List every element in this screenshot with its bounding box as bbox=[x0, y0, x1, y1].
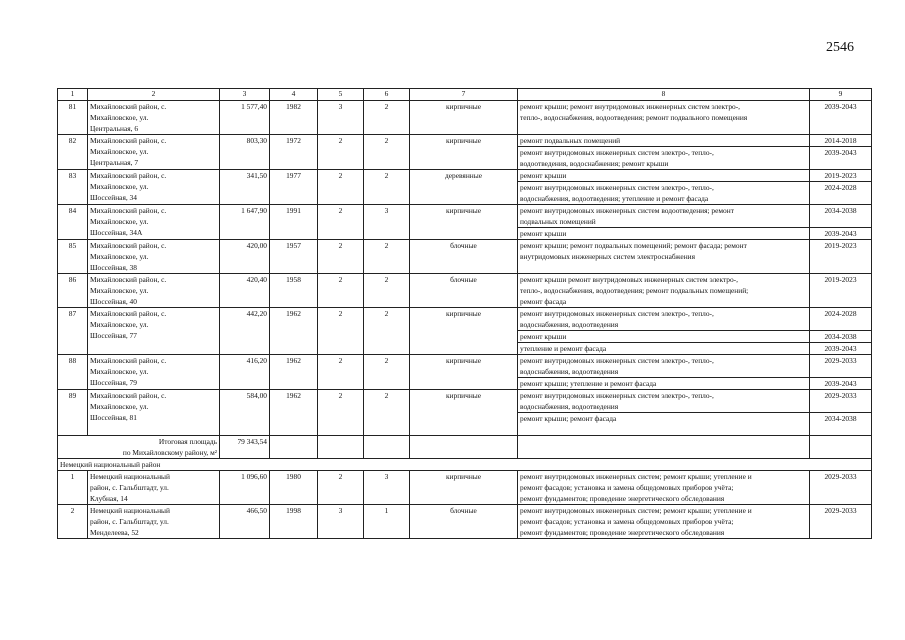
column-number: 8 bbox=[518, 89, 810, 101]
year-cell: 1957 bbox=[270, 240, 318, 274]
work-line: ремонт внутридомовых инженерных систем электро-, тепло-, bbox=[520, 183, 714, 192]
work-line: водоснабжения, водоотведения bbox=[520, 320, 619, 329]
period-cell bbox=[810, 274, 872, 308]
period-item: 2019-2023 bbox=[810, 170, 871, 182]
period-item: 2024-2028 bbox=[824, 183, 857, 192]
column-number: 2 bbox=[88, 89, 220, 101]
area-cell: 466,50 bbox=[220, 505, 270, 539]
work-line: водоснабжения, водоотведения bbox=[520, 367, 619, 376]
col6-cell: 2 bbox=[364, 170, 410, 205]
period-cell bbox=[810, 205, 872, 240]
address-line: Немецкий национальный bbox=[90, 472, 170, 481]
period-item: 2029-2033 bbox=[810, 390, 871, 413]
table-row bbox=[58, 505, 872, 539]
work-item bbox=[518, 378, 809, 389]
work-line: ремонт внутридомовых инженерных систем электро-, тепло-, bbox=[520, 309, 714, 318]
col5-cell: 2 bbox=[318, 308, 364, 355]
address-line: Немецкий национальный bbox=[90, 506, 170, 515]
col5-cell: 3 bbox=[318, 101, 364, 135]
column-number: 6 bbox=[364, 89, 410, 101]
table-row bbox=[58, 240, 872, 274]
work-line: водоснабжения, водоотведения bbox=[520, 402, 619, 411]
col6-cell: 2 bbox=[364, 135, 410, 170]
work-line: тепло-, водоснабжения, водоотведения; ремонт подвального помещения bbox=[520, 113, 748, 122]
address-cell bbox=[88, 390, 220, 436]
period-item: 2039-2043 bbox=[824, 229, 857, 238]
work-line: ремонт крыши bbox=[520, 171, 567, 180]
column-number: 5 bbox=[318, 89, 364, 101]
col6-cell: 2 bbox=[364, 274, 410, 308]
address-line: Менделеева, 52 bbox=[90, 528, 139, 537]
work-item bbox=[518, 101, 809, 123]
year-cell: 1962 bbox=[270, 390, 318, 436]
work-cell bbox=[518, 135, 810, 170]
row-number-cell: 85 bbox=[58, 240, 88, 274]
table-row bbox=[58, 355, 872, 390]
period-item: 2029-2033 bbox=[824, 472, 857, 481]
total-value-cell: 79 343,54 bbox=[220, 436, 270, 459]
period-item: 2029-2033 bbox=[810, 355, 871, 378]
work-line: ремонт фасадов; установка и замена общедомовых приборов учёта; bbox=[520, 483, 734, 492]
period-item: 2029-2033 bbox=[824, 506, 857, 515]
address-line: Михайловский район, с. bbox=[90, 275, 167, 284]
table-row bbox=[58, 101, 872, 135]
area-cell: 584,00 bbox=[220, 390, 270, 436]
work-line: водоотведения, водоснабжения; ремонт крыши bbox=[520, 159, 669, 168]
empty-cell bbox=[810, 436, 872, 459]
col6-cell: 3 bbox=[364, 205, 410, 240]
material-cell: кирпичные bbox=[410, 308, 518, 355]
table-body bbox=[58, 89, 872, 539]
period-item: 2039-2043 bbox=[824, 102, 857, 111]
work-line: ремонт подвальных помещений bbox=[520, 136, 621, 145]
column-number: 9 bbox=[810, 89, 872, 101]
work-line: ремонт фасада bbox=[520, 297, 567, 306]
housing-repair-table bbox=[57, 88, 872, 539]
address-line: Михайловский район, с. bbox=[90, 136, 167, 145]
address-cell bbox=[88, 205, 220, 240]
page-number: 2546 bbox=[826, 40, 854, 55]
work-item bbox=[518, 240, 809, 262]
section-row bbox=[58, 459, 872, 471]
row-number-cell: 1 bbox=[58, 471, 88, 505]
address-cell bbox=[88, 355, 220, 390]
work-line: ремонт внутридомовых инженерных систем электро-, тепло-, bbox=[520, 356, 714, 365]
address-line: Михайловское, ул. bbox=[90, 252, 149, 261]
col5-cell: 2 bbox=[318, 274, 364, 308]
area-cell: 341,50 bbox=[220, 170, 270, 205]
row-number-cell: 81 bbox=[58, 101, 88, 135]
year-cell: 1998 bbox=[270, 505, 318, 539]
col6-cell: 2 bbox=[364, 101, 410, 135]
row-number-cell: 87 bbox=[58, 308, 88, 355]
work-item bbox=[518, 205, 809, 228]
address-line: Михайловское, ул. bbox=[90, 182, 149, 191]
empty-cell bbox=[518, 436, 810, 459]
area-cell: 442,20 bbox=[220, 308, 270, 355]
address-line: Михайловский район, с. bbox=[90, 241, 167, 250]
area-cell: 420,00 bbox=[220, 240, 270, 274]
address-line: Михайловское, ул. bbox=[90, 320, 149, 329]
work-line: ремонт крыши; ремонт подвальных помещений; ремонт фасада; ремонт bbox=[520, 241, 747, 250]
empty-cell bbox=[364, 436, 410, 459]
period-cell bbox=[810, 101, 872, 135]
col5-cell: 2 bbox=[318, 471, 364, 505]
work-line: ремонт внутридомовых инженерных систем электро-, тепло-, bbox=[520, 148, 714, 157]
table-row bbox=[58, 170, 872, 205]
period-cell bbox=[810, 471, 872, 505]
year-cell: 1972 bbox=[270, 135, 318, 170]
work-line: ремонт крыши bbox=[520, 332, 567, 341]
row-number-cell: 86 bbox=[58, 274, 88, 308]
address-line: Михайловское, ул. bbox=[90, 286, 149, 295]
total-label-line: Итоговая площадь bbox=[158, 437, 217, 446]
col6-cell: 3 bbox=[364, 471, 410, 505]
work-item bbox=[518, 413, 809, 435]
col6-cell: 2 bbox=[364, 390, 410, 436]
address-line: Шоссейная, 38 bbox=[90, 263, 137, 272]
address-cell bbox=[88, 135, 220, 170]
table-row bbox=[58, 274, 872, 308]
work-item bbox=[518, 355, 809, 378]
area-cell: 1 577,40 bbox=[220, 101, 270, 135]
col6-cell: 2 bbox=[364, 240, 410, 274]
row-number-cell: 83 bbox=[58, 170, 88, 205]
work-cell bbox=[518, 505, 810, 539]
period-cell bbox=[810, 240, 872, 274]
work-line: ремонт фундаментов; проведение энергетического обследования bbox=[520, 494, 725, 503]
address-line: Шоссейная, 40 bbox=[90, 297, 137, 306]
period-cell bbox=[810, 355, 872, 390]
work-cell bbox=[518, 390, 810, 436]
row-number-cell: 89 bbox=[58, 390, 88, 436]
address-line: Михайловский район, с. bbox=[90, 356, 167, 365]
work-cell bbox=[518, 274, 810, 308]
period-item: 2019-2023 bbox=[824, 241, 857, 250]
period-item: 2014-2018 bbox=[810, 135, 871, 147]
year-cell: 1980 bbox=[270, 471, 318, 505]
col6-cell: 2 bbox=[364, 308, 410, 355]
work-line: утепление и ремонт фасада bbox=[520, 344, 607, 353]
work-cell bbox=[518, 205, 810, 240]
area-cell: 416,20 bbox=[220, 355, 270, 390]
row-number-cell: 2 bbox=[58, 505, 88, 539]
address-line: Шоссейная, 34 bbox=[90, 193, 137, 202]
work-line: внутридомовых инженерных систем электроснабжения bbox=[520, 252, 696, 261]
work-item bbox=[518, 182, 809, 204]
address-cell bbox=[88, 170, 220, 205]
col5-cell: 2 bbox=[318, 205, 364, 240]
period-item: 2039-2043 bbox=[824, 344, 857, 353]
area-cell: 1 647,90 bbox=[220, 205, 270, 240]
material-cell: блочные bbox=[410, 240, 518, 274]
material-cell: кирпичные bbox=[410, 205, 518, 240]
col5-cell: 2 bbox=[318, 355, 364, 390]
address-line: Михайловское, ул. bbox=[90, 217, 149, 226]
address-line: Шоссейная, 34А bbox=[90, 228, 143, 237]
address-line: Михайловское, ул. bbox=[90, 147, 149, 156]
address-line: район, с. Гальбштадт, ул. bbox=[90, 517, 169, 526]
address-cell bbox=[88, 101, 220, 135]
material-cell: кирпичные bbox=[410, 355, 518, 390]
work-line: ремонт внутридомовых инженерных систем; ремонт крыши; утепление и bbox=[520, 506, 752, 515]
period-item: 2019-2023 bbox=[824, 275, 857, 284]
address-line: Михайловский район, с. bbox=[90, 309, 167, 318]
col6-cell: 1 bbox=[364, 505, 410, 539]
area-cell: 803,30 bbox=[220, 135, 270, 170]
total-row bbox=[58, 436, 872, 459]
work-item bbox=[518, 274, 809, 307]
period-cell bbox=[810, 390, 872, 436]
area-cell: 420,40 bbox=[220, 274, 270, 308]
work-cell bbox=[518, 101, 810, 135]
work-line: тепло-, водоснабжения, водоотведения; ремонт подвальных помещений; bbox=[520, 286, 749, 295]
work-line: водоснабжения, водоотведения; утепление и ремонт фасада bbox=[520, 194, 709, 203]
work-line: ремонт крыши ремонт внутридомовых инженерных систем электро-, bbox=[520, 275, 738, 284]
address-line: Михайловский район, с. bbox=[90, 391, 167, 400]
work-item bbox=[518, 308, 809, 331]
column-number: 3 bbox=[220, 89, 270, 101]
work-cell bbox=[518, 240, 810, 274]
address-line: Шоссейная, 81 bbox=[90, 413, 137, 422]
empty-cell bbox=[410, 436, 518, 459]
area-cell: 1 096,60 bbox=[220, 471, 270, 505]
material-cell: блочные bbox=[410, 505, 518, 539]
work-line: ремонт фасадов; установка и замена общедомовых приборов учёта; bbox=[520, 517, 734, 526]
work-item bbox=[518, 390, 809, 413]
address-cell bbox=[88, 471, 220, 505]
col5-cell: 2 bbox=[318, 390, 364, 436]
year-cell: 1962 bbox=[270, 355, 318, 390]
address-line: Центральная, 6 bbox=[90, 124, 139, 133]
col5-cell: 2 bbox=[318, 135, 364, 170]
work-line: ремонт внутридомовых инженерных систем; ремонт крыши; утепление и bbox=[520, 472, 752, 481]
col5-cell: 2 bbox=[318, 170, 364, 205]
material-cell: блочные bbox=[410, 274, 518, 308]
empty-cell bbox=[270, 436, 318, 459]
address-cell bbox=[88, 308, 220, 355]
address-line: Центральная, 7 bbox=[90, 158, 139, 167]
row-number-cell: 84 bbox=[58, 205, 88, 240]
total-label-cell bbox=[58, 436, 220, 459]
period-cell bbox=[810, 505, 872, 539]
period-item: 2034-2038 bbox=[824, 414, 857, 423]
work-item bbox=[518, 343, 809, 354]
col5-cell: 3 bbox=[318, 505, 364, 539]
work-line: ремонт фундаментов; проведение энергетического обследования bbox=[520, 528, 725, 537]
work-line: ремонт крыши; ремонт фасада bbox=[520, 414, 617, 423]
period-item: 2034-2038 bbox=[810, 331, 871, 343]
total-label-line: по Михайловскому району, м² bbox=[122, 448, 217, 457]
material-cell: кирпичные bbox=[410, 390, 518, 436]
table-row bbox=[58, 135, 872, 170]
address-line: Михайловский район, с. bbox=[90, 171, 167, 180]
row-number-cell: 82 bbox=[58, 135, 88, 170]
section-title: Немецкий национальный район bbox=[58, 459, 872, 471]
address-line: Михайловское, ул. bbox=[90, 402, 149, 411]
work-line: ремонт крыши bbox=[520, 229, 567, 238]
address-line: Клубная, 14 bbox=[90, 494, 128, 503]
material-cell: кирпичные bbox=[410, 135, 518, 170]
col5-cell: 2 bbox=[318, 240, 364, 274]
period-item: 2039-2043 bbox=[824, 379, 857, 388]
period-item: 2034-2038 bbox=[810, 205, 871, 228]
address-line: Михайловский район, с. bbox=[90, 206, 167, 215]
material-cell: кирпичные bbox=[410, 471, 518, 505]
work-item bbox=[518, 228, 809, 239]
address-cell bbox=[88, 240, 220, 274]
work-line: ремонт внутридомовых инженерных систем электро-, тепло-, bbox=[520, 391, 714, 400]
col6-cell: 2 bbox=[364, 355, 410, 390]
period-cell bbox=[810, 308, 872, 355]
work-line: подвальных помещений bbox=[520, 217, 596, 226]
table-row bbox=[58, 471, 872, 505]
column-number: 4 bbox=[270, 89, 318, 101]
address-line: район, с. Гальбштадт, ул. bbox=[90, 483, 169, 492]
year-cell: 1982 bbox=[270, 101, 318, 135]
table-row bbox=[58, 308, 872, 355]
period-item: 2024-2028 bbox=[810, 308, 871, 331]
work-item bbox=[518, 331, 809, 343]
year-cell: 1977 bbox=[270, 170, 318, 205]
table-row bbox=[58, 390, 872, 436]
period-item: 2039-2043 bbox=[824, 148, 857, 157]
period-cell bbox=[810, 135, 872, 170]
material-cell: деревянные bbox=[410, 170, 518, 205]
year-cell: 1991 bbox=[270, 205, 318, 240]
work-line: ремонт внутридомовых инженерных систем водоотведения; ремонт bbox=[520, 206, 734, 215]
work-cell bbox=[518, 471, 810, 505]
address-cell bbox=[88, 505, 220, 539]
work-item bbox=[518, 147, 809, 169]
work-line: ремонт крыши; утепление и ремонт фасада bbox=[520, 379, 657, 388]
year-cell: 1962 bbox=[270, 308, 318, 355]
address-cell bbox=[88, 274, 220, 308]
row-number-cell: 88 bbox=[58, 355, 88, 390]
table-row bbox=[58, 205, 872, 240]
year-cell: 1958 bbox=[270, 274, 318, 308]
column-number: 1 bbox=[58, 89, 88, 101]
work-cell bbox=[518, 355, 810, 390]
address-line: Шоссейная, 77 bbox=[90, 331, 137, 340]
column-number: 7 bbox=[410, 89, 518, 101]
empty-cell bbox=[318, 436, 364, 459]
address-line: Михайловское, ул. bbox=[90, 367, 149, 376]
column-number-row bbox=[58, 89, 872, 101]
work-item bbox=[518, 471, 809, 504]
work-item bbox=[518, 505, 809, 538]
address-line: Шоссейная, 79 bbox=[90, 378, 137, 387]
period-cell bbox=[810, 170, 872, 205]
address-line: Михайловское, ул. bbox=[90, 113, 149, 122]
work-cell bbox=[518, 308, 810, 355]
material-cell: кирпичные bbox=[410, 101, 518, 135]
work-line: ремонт крыши; ремонт внутридомовых инженерных систем электро-, bbox=[520, 102, 741, 111]
work-item bbox=[518, 135, 809, 147]
work-item bbox=[518, 170, 809, 182]
work-cell bbox=[518, 170, 810, 205]
address-line: Михайловский район, с. bbox=[90, 102, 167, 111]
